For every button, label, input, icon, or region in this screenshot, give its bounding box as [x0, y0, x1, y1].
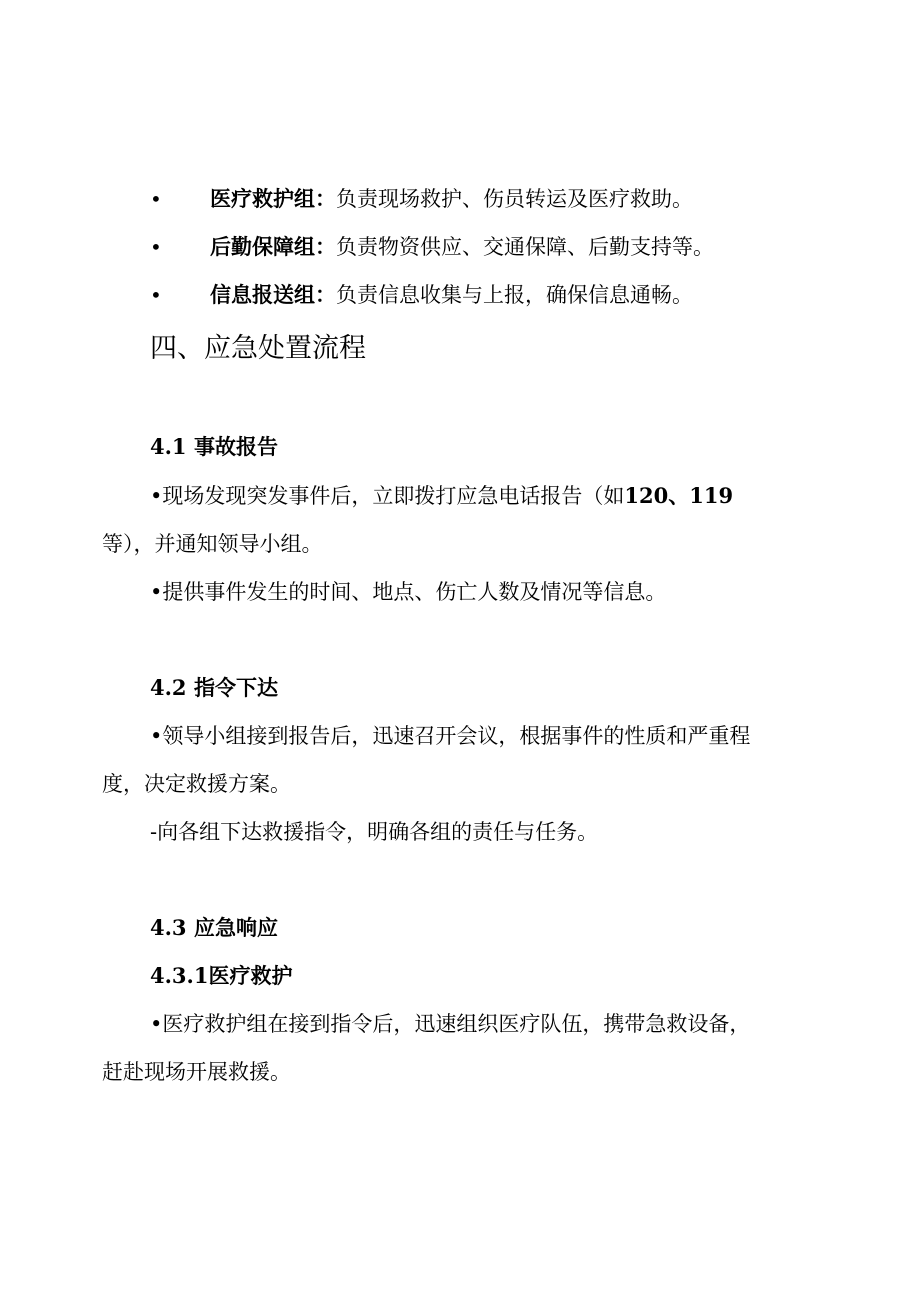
subsection-title: 事故报告 [194, 434, 278, 459]
paragraph-line: •医疗救护组在接到指令后，迅速组织医疗队伍，携带急救设备， [150, 1012, 751, 1036]
subsection-number: 4.3 [150, 915, 187, 940]
subsection-title: 指令下达 [194, 675, 278, 700]
paragraph-line: •领导小组接到报告后，迅速召开会议，根据事件的性质和严重程 [150, 724, 751, 748]
paragraph-line [150, 483, 733, 509]
bullet-text [210, 186, 693, 212]
bullet-symbol: • [150, 283, 162, 307]
bullet-text [210, 234, 714, 260]
bullet-text [210, 282, 693, 308]
subsection-heading-4-1 [150, 434, 278, 460]
bullet-desc: 负责物资供应、交通保障、后勤支持等。 [336, 235, 714, 259]
paragraph-line: -向各组下达救援指令，明确各组的责任与任务。 [150, 820, 599, 844]
bullet-desc: 负责现场救护、伤员转运及医疗救助。 [336, 187, 693, 211]
subsection-number: 4.2 [150, 675, 187, 700]
emergency-numbers: 120、119 [624, 483, 734, 508]
bullet-symbol: • [150, 187, 162, 211]
paragraph-line: •提供事件发生的时间、地点、伤亡人数及情况等信息。 [150, 580, 667, 604]
subsection-title: 应急响应 [194, 915, 278, 940]
subsection-heading-4-2 [150, 675, 278, 701]
section-heading: 四、应急处置流程 [150, 333, 366, 364]
bullet-label: 后勤保障组： [210, 234, 336, 259]
subsection-number: 4.1 [150, 434, 187, 459]
paragraph-text: •现场发现突发事件后，立即拨打应急电话报告（如 [150, 484, 625, 508]
subsubsection-heading-4-3-1: 4.3.1医疗救护 [150, 963, 293, 988]
bullet-label: 医疗救护组： [210, 186, 336, 211]
paragraph-line: 等），并通知领导小组。 [102, 532, 323, 556]
paragraph-line: 度，决定救援方案。 [102, 772, 291, 796]
paragraph-line: 赶赴现场开展救援。 [102, 1060, 291, 1084]
bullet-desc: 负责信息收集与上报，确保信息通畅。 [336, 283, 693, 307]
bullet-label: 信息报送组： [210, 282, 336, 307]
bullet-symbol: • [150, 235, 162, 259]
subsection-heading-4-3 [150, 915, 278, 941]
